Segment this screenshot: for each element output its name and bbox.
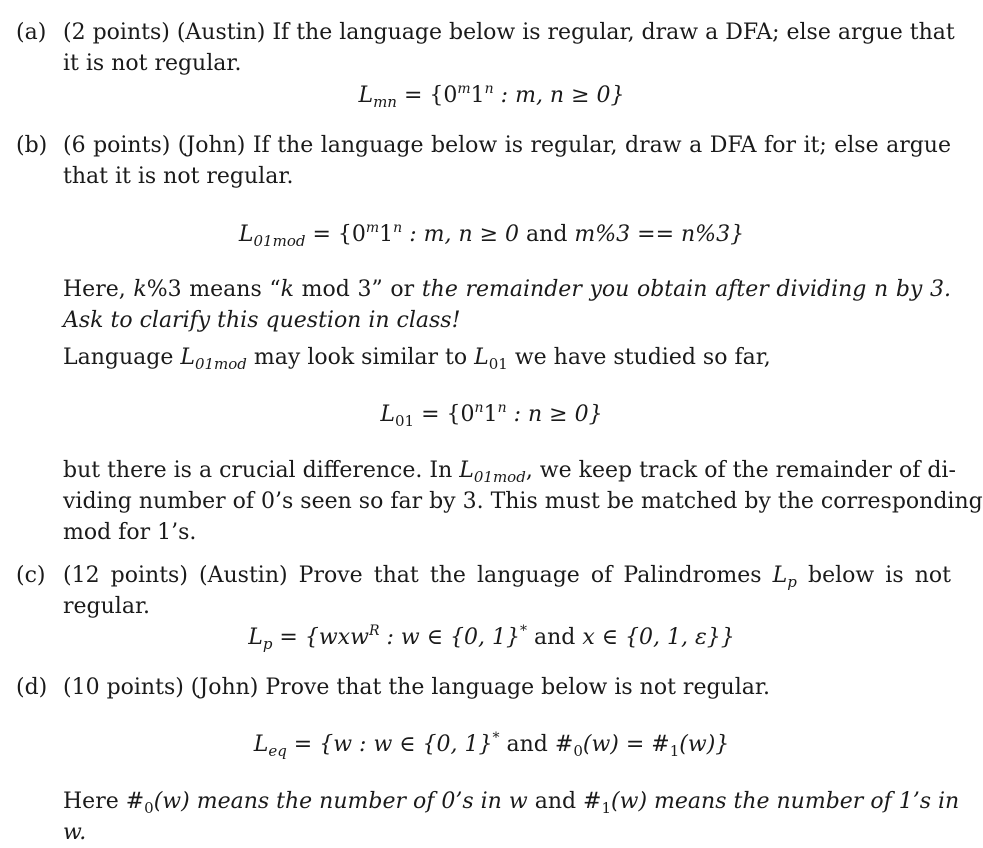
item-label-a: (a): [16, 20, 47, 45]
item-b-note2: Ask to clarify this question in class!: [63, 308, 461, 333]
item-a-line2: it is not regular.: [63, 51, 242, 76]
item-d-line1: (10 points) (John) Prove that the language below is not regular.: [63, 675, 770, 700]
item-label-b: (b): [16, 133, 48, 158]
item-d-note-end: w.: [63, 820, 87, 845]
item-c-line1: (12 points) (Austin) Prove that the language of Palindromes $L_p$ below is not: [63, 563, 951, 591]
item-label-c: (c): [16, 563, 46, 588]
item-b-para1: but there is a crucial difference. In $L_{01mod}$, we keep track of the remainder of di-: [63, 458, 956, 486]
formula-leq: $L_{eq} = \{w$ : w ∈ {0, 1}* and $\#_0(w)$ = $\#_1(w)$}: [253, 730, 730, 760]
item-b-para2: viding number of 0’s seen so far by 3. This must be matched by the corresponding: [63, 489, 983, 514]
formula-l01mod: $L_{01mod} = \{0^m1^n$ : m, n ≥ 0 and m%3 == n%3}: [238, 220, 745, 250]
item-b-note1: Here, k%3 means “k mod 3” or the remainder you obtain after dividing n by 3.: [63, 277, 951, 302]
item-b-line2: that it is not regular.: [63, 164, 294, 189]
item-b-compare: Language $L_{01mod}$ may look similar to $L_{01}$ we have studied so far,: [63, 345, 771, 373]
formula-lp: $L_p = \{wxw^R$ : w ∈ {0, 1}* and x ∈ {0, 1, ε}}: [248, 623, 735, 653]
item-c-line2: regular.: [63, 594, 151, 619]
item-a-line1: (2 points) (Austin) If the language below is regular, draw a DFA; else argue that: [63, 20, 955, 45]
item-label-d: (d): [16, 675, 48, 700]
item-d-note: Here $\#_0(w)$ means the number of 0’s in w and $\#_1(w)$ means the number of 1’s in: [63, 789, 960, 817]
formula-l01: $L_{01} = \{0^n1^n$ : n ≥ 0}: [380, 400, 603, 430]
formula-lmn: $L_{mn} = \{0^m1^n$ : m, n ≥ 0}: [358, 81, 625, 111]
item-b-line1: (6 points) (John) If the language below is regular, draw a DFA for it; else argue: [63, 133, 951, 158]
item-b-para3: mod for 1’s.: [63, 520, 197, 545]
